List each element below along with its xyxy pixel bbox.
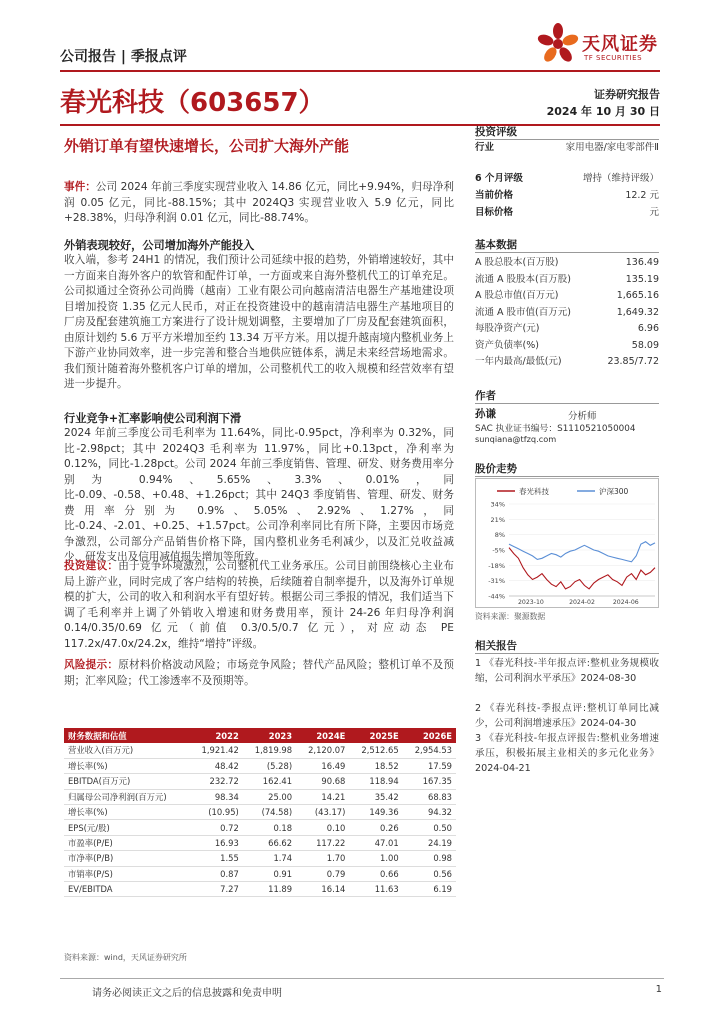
target-label: 目标价格: [475, 207, 514, 218]
table-cell: 35.42: [349, 789, 402, 804]
related-report-1[interactable]: 1 《春光科技-半年报点评:整机业务规模收缩，公司利润水平承压》2024-08-30: [475, 658, 659, 684]
table-cell: 232.72: [190, 774, 243, 789]
related-report-3[interactable]: 3 《春光科技-年报点评报告:整机业务增速承压，积极拓展主业相关的多元化业务》 2024-04-21: [475, 733, 659, 774]
table-row: [64, 774, 456, 789]
table-cell: 14.21: [296, 789, 349, 804]
basic-data-label: 每股净资产(元): [475, 323, 540, 334]
related-report-2[interactable]: 2 《春光科技-季报点评:整机订单同比减少，公司利润增速承压》2024-04-30: [475, 703, 659, 729]
table-row-label: EPS(元/股): [64, 820, 190, 835]
table-row-label: 市净率(P/B): [64, 851, 190, 866]
rating-value: 增持（维持评级）: [582, 173, 659, 184]
y-tick-label: -44%: [488, 592, 505, 601]
related-reports-title: 相关报告: [475, 640, 517, 652]
author-sac: SAC 执业证书编号：S1110521050004: [475, 424, 636, 434]
table-cell: 0.56: [403, 866, 456, 881]
table-cell: 167.35: [403, 774, 456, 789]
table-cell: 7.27: [190, 882, 243, 897]
table-cell: (43.17): [296, 805, 349, 820]
table-cell: 66.62: [243, 835, 296, 850]
table-cell: 0.18: [243, 820, 296, 835]
competition-paragraph: 2024 年前三季度公司毛利率为 11.64%，同比-0.95pct，净利率为 0.32%，同比-2.98pct；其中 2024Q3 毛利率为 11.97%，同比+0.13pct，净利率为 0.12%，同比-1.28pct。公司 2024 年前三季度销售、管理、研发、财务费用率分别为 0.94%、5.65%、3.3%、0.01%，同比-0.09、-0.58、+0.48、+1.26pct；其中 24Q3 季度销售、管理、研发、财务费用率分别为 0.9%、5.05%、2.92%、1.27%，同比-0.24、-2.01、+0.25、+1.57pct。公司净利率同比有所下降，主要因市场竞争激烈，公司部分产品销售价格下降，国内整机业务毛利减少，以及汇兑收益减少、研发支出及信用减值损失增加等所致。: [64, 427, 454, 563]
author-email[interactable]: sunqiana@tfzq.com: [475, 434, 557, 444]
series-line-hs300: [509, 542, 655, 562]
y-tick-label: 8%: [494, 531, 505, 540]
table-cell: 11.63: [349, 882, 402, 897]
table-row: [64, 743, 456, 758]
basic-data-rule: [475, 252, 659, 253]
title-rule: [60, 124, 660, 126]
basic-data-label: A 股总股本(百万股): [475, 257, 559, 268]
stock-price-chart: [475, 478, 659, 608]
report-category: 公司报告 | 季报点评: [60, 49, 187, 65]
chart-source: 资料来源：聚源数据: [475, 612, 546, 621]
y-tick-label: -31%: [488, 577, 505, 586]
table-cell: 2,120.07: [296, 743, 349, 758]
basic-data-value: 1,649.32: [616, 306, 659, 318]
table-cell: 1.55: [190, 851, 243, 866]
event-text: 公司 2024 年前三季度实现营业收入 14.86 亿元，同比+9.94%，归母净利润 0.05 亿元，同比-88.15%；其中 2024Q3 实现营业收入 5.9 亿元，同比+28.38%，归母净利润 0.01 亿元，同比-88.74%。: [64, 181, 455, 224]
table-cell: 6.19: [403, 882, 456, 897]
table-header-year: 2022: [190, 728, 243, 743]
table-row-label: 市盈率(P/E): [64, 835, 190, 850]
table-cell: 16.49: [296, 758, 349, 773]
table-header-year: 2024E: [296, 728, 349, 743]
table-cell: 47.01: [349, 835, 402, 850]
industry-row: [475, 141, 659, 155]
table-cell: 1,921.42: [190, 743, 243, 758]
basic-data-label: 流通 A 股市值(百万元): [475, 306, 571, 318]
table-cell: 94.32: [403, 805, 456, 820]
risk-text: 原材料价格波动风险；市场竞争风险；替代产品风险；整机订单不及预期；汇率风险；代工渗透率不及预期等。: [64, 659, 454, 687]
rating-rule: [475, 139, 659, 140]
financial-source: 资料来源：wind，天风证券研究所: [64, 953, 187, 962]
basic-data-value: 135.19: [625, 273, 659, 285]
table-row-label: 归属母公司净利润(百万元): [64, 789, 190, 804]
table-cell: 90.68: [296, 774, 349, 789]
table-row: [64, 866, 456, 881]
industry-label: 行业: [475, 142, 495, 153]
table-cell: 1.74: [243, 851, 296, 866]
header-rule: [60, 70, 660, 72]
table-row: [64, 851, 456, 866]
basic-data-label: 资产负债率(%): [475, 339, 539, 351]
table-cell: 0.10: [296, 820, 349, 835]
y-tick-label: -18%: [488, 561, 505, 570]
investment-text: 由于竞争环境激烈，公司整机代工业务承压。公司目前围绕核心主业布局上游产业，同时完成了客户结构的转换，后续随着自制率提升，以及海外订单规模的扩大，公司的收入和利润水平有望好转。根据公司三季报的情况，我们适当下调了毛利率并上调了外销收入增速和财务费用率，预计 24-26 年归母净利润 0.14/0.35/0.69 亿元（前值 0.3/0.5/0.7 亿元），对应动态 PE 117.2x/47.0x/24.2x，维持“增持”评级。: [64, 560, 454, 650]
footer-disclaimer[interactable]: 请务必阅读正文之后的信息披露和免责申明: [92, 988, 282, 999]
basic-data-value: 136.49: [625, 257, 659, 268]
table-cell: 149.36: [349, 805, 402, 820]
table-cell: 11.89: [243, 882, 296, 897]
basic-data-label: A 股总市值(百万元): [475, 290, 559, 301]
table-cell: 0.50: [403, 820, 456, 835]
stock-chart-rule: [475, 476, 659, 477]
table-row-label: 增长率(%): [64, 758, 190, 773]
stock-chart-title: 股价走势: [475, 463, 517, 475]
table-header-year: 2026E: [403, 728, 456, 743]
table-row: [64, 835, 456, 850]
related-rule: [475, 653, 659, 654]
author-role: 分析师: [568, 411, 597, 422]
table-header-year: 2025E: [349, 728, 402, 743]
table-cell: 98.34: [190, 789, 243, 804]
tf-securities-logo: [536, 20, 676, 70]
table-cell: 2,512.65: [349, 743, 402, 758]
y-tick-label: -5%: [492, 546, 505, 555]
table-cell: 0.98: [403, 851, 456, 866]
table-row: [64, 789, 456, 804]
basic-data-row: [475, 306, 659, 320]
investment-paragraph: [64, 559, 454, 652]
rating-label: 6 个月评级: [475, 173, 523, 184]
legend-label: 沪深300: [599, 487, 629, 496]
table-cell: (10.95): [190, 805, 243, 820]
table-row: [64, 758, 456, 773]
table-cell: 0.66: [349, 866, 402, 881]
table-cell: 16.14: [296, 882, 349, 897]
x-tick-label: 2024-02: [569, 599, 595, 606]
basic-data-value: 1,665.16: [616, 290, 659, 301]
series-line-chunguang: [509, 548, 655, 589]
rating-section-title: 投资评级: [475, 126, 517, 138]
x-tick-label: 2024-06: [612, 599, 639, 606]
table-cell: 0.91: [243, 866, 296, 881]
investment-lead: 投资建议：: [64, 560, 119, 572]
table-cell: 17.59: [403, 758, 456, 773]
table-cell: 24.19: [403, 835, 456, 850]
table-row-label: 市销率(P/S): [64, 866, 190, 881]
financial-table: [64, 728, 456, 897]
table-cell: 48.42: [190, 758, 243, 773]
report-type: 证券研究报告: [594, 88, 660, 101]
basic-data-row: [475, 289, 659, 303]
footer-rule: [60, 978, 664, 979]
table-header-year: 2023: [243, 728, 296, 743]
table-cell: (74.58): [243, 805, 296, 820]
table-cell: 118.94: [349, 774, 402, 789]
overseas-paragraph: 收入端，参考 24H1 的情况，我们预计公司延续中报的趋势，外销增速较好，其中一方面来自海外客户的软管和配件订单，一方面或来自海外整机代工的订单充足。公司拟通过全资孙公司尚腾（越南）工业有限公司向越南清洁电器生产基地建设项目增加投资 1.35 亿元人民币，对正在投资建设中的越南清洁电器生产基地项目的厂房及配套建筑施工方案进行了设计规划调整，主要增加了厂房及配套建筑面积，由原计划约 5.6 万平方米增加至约 13.34 万平方米。用以提升越南境内整机业务上下游产业协同效率，进一步完善和整合当地供应链体系，满足未来经营场地需求。我们预计随着海外整机客户订单的增加，公司整机代工的收入规模和经营效率有望进一步提升。: [64, 254, 454, 390]
table-cell: 25.00: [243, 789, 296, 804]
y-tick-label: 34%: [490, 500, 505, 509]
basic-data-row: [475, 256, 659, 270]
x-tick-label: 2023-10: [517, 599, 544, 606]
price-row: [475, 189, 659, 203]
basic-data-value: 23.85/7.72: [607, 356, 659, 367]
section-title-competition: 行业竞争+汇率影响使公司利润下滑: [64, 412, 242, 425]
basic-data-label: 流通 A 股股本(百万股): [475, 273, 571, 285]
table-cell: (5.28): [243, 758, 296, 773]
basic-data-value: 58.09: [631, 339, 659, 351]
logo-text-en: TF SECURITIES: [584, 54, 643, 62]
table-cell: 1.70: [296, 851, 349, 866]
table-row-label: EBITDA(百万元): [64, 774, 190, 789]
risk-paragraph: [64, 658, 454, 689]
basic-data-row: [475, 339, 659, 353]
y-tick-label: 21%: [490, 515, 505, 524]
company-title: 春光科技（603657）: [60, 88, 325, 118]
author-name: 孙谦: [475, 408, 496, 420]
author-rule: [475, 403, 659, 404]
table-header-label: 财务数据和估值: [64, 728, 190, 743]
financial-table-header: [64, 728, 456, 743]
table-cell: 162.41: [243, 774, 296, 789]
table-cell: 0.87: [190, 866, 243, 881]
table-cell: 16.93: [190, 835, 243, 850]
legend-label: 春光科技: [519, 487, 549, 496]
table-cell: 117.22: [296, 835, 349, 850]
industry-value: 家用电器/家电零部件Ⅱ: [565, 142, 659, 153]
page-number: 1: [655, 984, 662, 995]
target-row: [475, 206, 659, 220]
tf-flower-icon: [536, 22, 580, 66]
basic-data-label: 一年内最高/最低(元): [475, 356, 562, 367]
price-value: 12.2 元: [625, 190, 659, 201]
basic-data-row: [475, 273, 659, 287]
table-row: [64, 882, 456, 897]
author-title: 作者: [475, 390, 496, 402]
basic-data-row: [475, 322, 659, 336]
table-row: [64, 805, 456, 820]
table-row: [64, 820, 456, 835]
table-cell: 2,954.53: [403, 743, 456, 758]
event-paragraph: [64, 180, 454, 227]
event-lead: 事件：: [64, 181, 96, 193]
table-cell: 0.72: [190, 820, 243, 835]
section-title-overseas: 外销表现较好，公司增加海外产能投入: [64, 239, 255, 252]
table-cell: 1,819.98: [243, 743, 296, 758]
table-row-label: EV/EBITDA: [64, 882, 190, 897]
table-cell: 0.26: [349, 820, 402, 835]
logo-text-cn: 天风证券: [582, 34, 658, 55]
basic-data-value: 6.96: [637, 323, 659, 334]
basic-data-row: [475, 355, 659, 369]
target-value: 元: [649, 207, 659, 218]
table-cell: 68.83: [403, 789, 456, 804]
table-cell: 1.00: [349, 851, 402, 866]
basic-data-title: 基本数据: [475, 239, 517, 251]
report-headline: 外销订单有望快速增长，公司扩大海外产能: [64, 137, 350, 155]
table-row-label: 增长率(%): [64, 805, 190, 820]
risk-lead: 风险提示：: [64, 659, 119, 671]
price-label: 当前价格: [475, 190, 514, 201]
table-cell: 0.79: [296, 866, 349, 881]
table-cell: 18.52: [349, 758, 402, 773]
rating-row: [475, 172, 659, 186]
table-row-label: 营业收入(百万元): [64, 743, 190, 758]
report-date: 2024 年 10 月 30 日: [546, 105, 660, 118]
